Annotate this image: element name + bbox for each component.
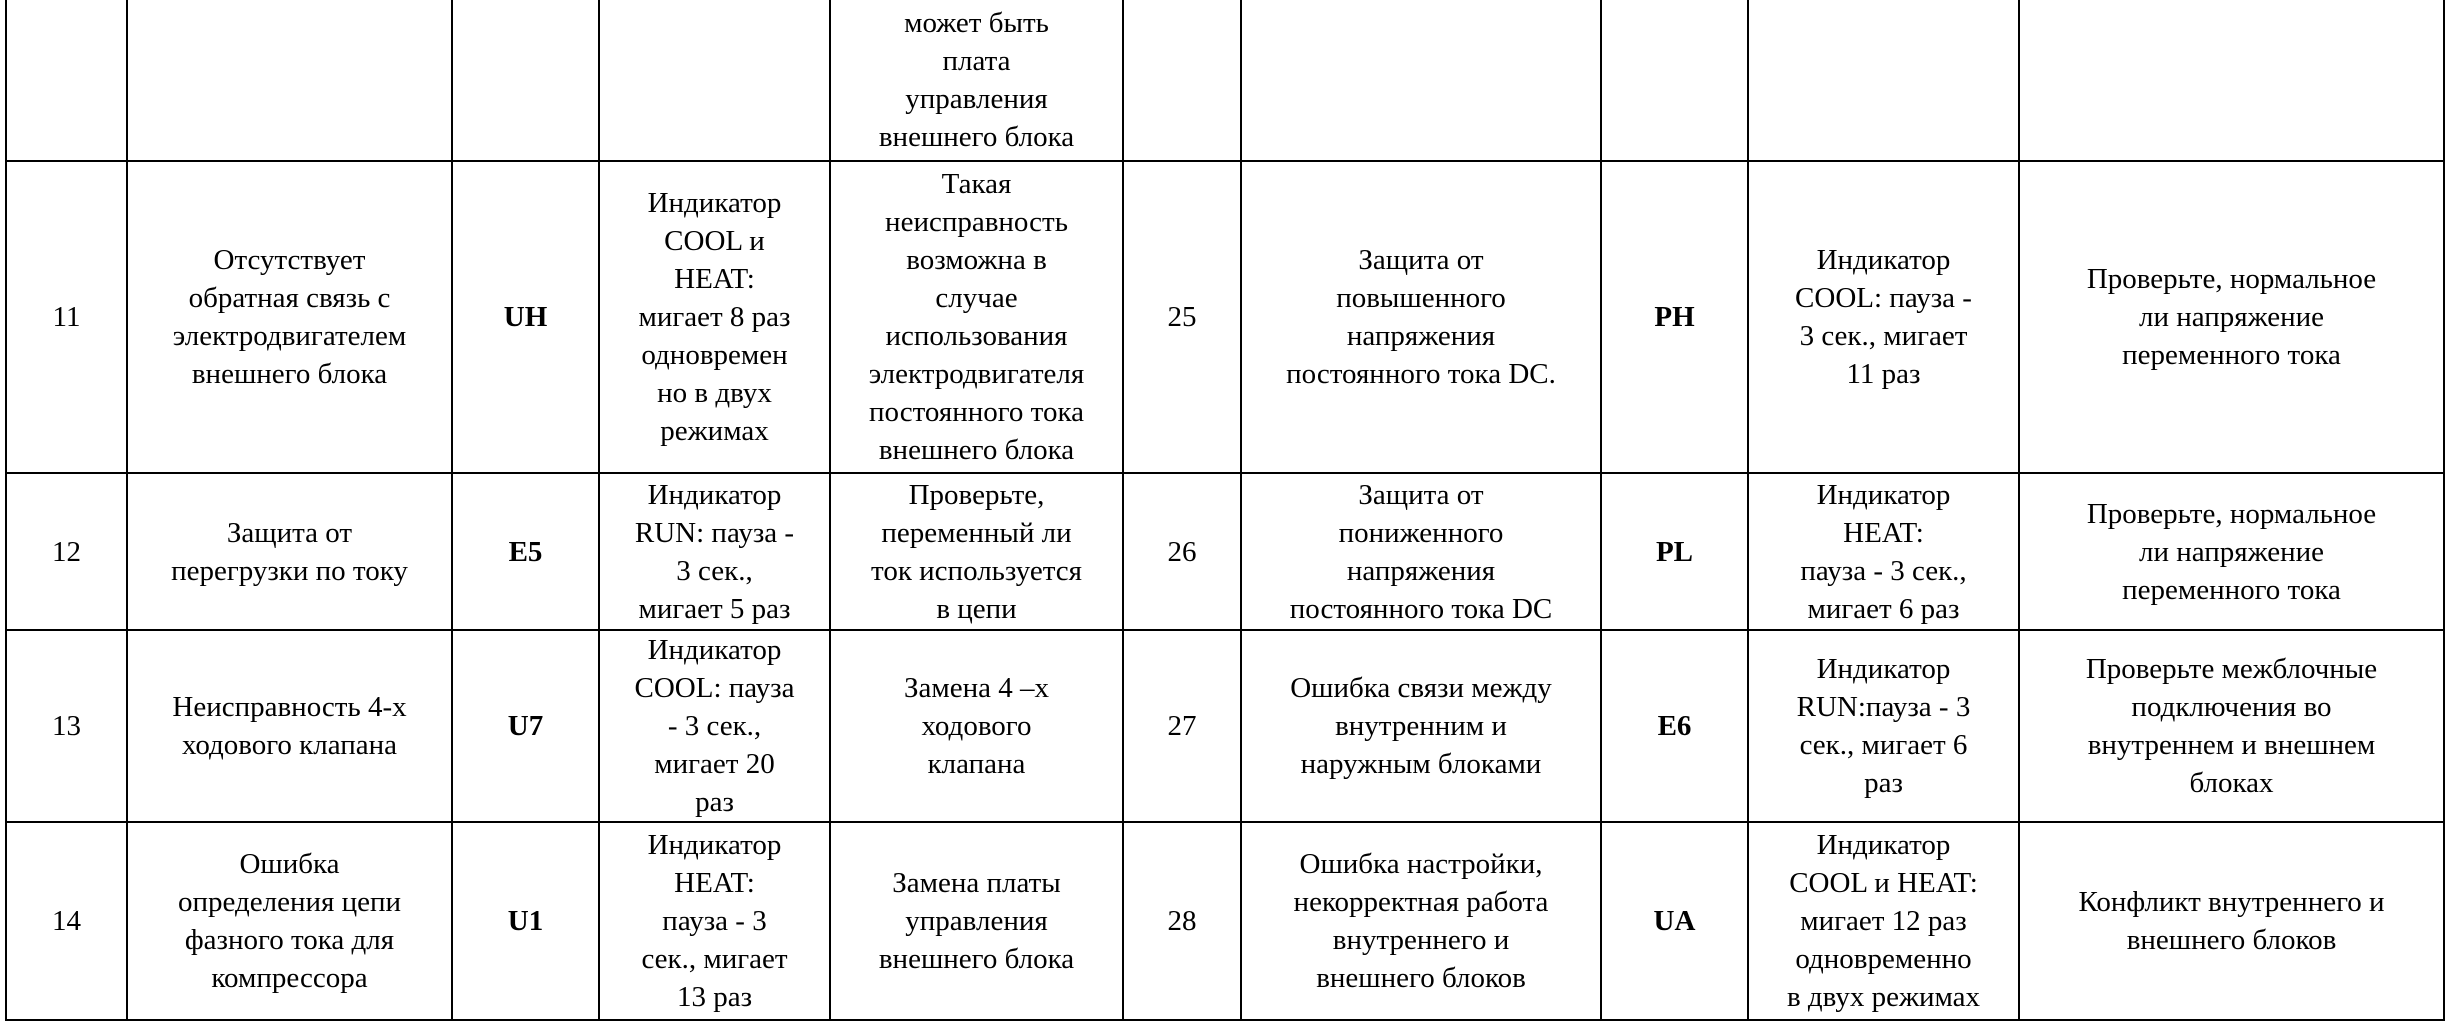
indicator-pattern: Индикатор HEAT: пауза - 3 сек., мигает 13 раз	[599, 822, 830, 1020]
recommended-action-2: Проверьте, нормальное ли напряжение переменного тока	[2019, 473, 2444, 630]
row-number-2: 28	[1123, 822, 1241, 1020]
indicator-pattern	[599, 0, 830, 161]
row-number-2: 27	[1123, 630, 1241, 822]
error-code: U1	[452, 822, 599, 1020]
recommended-action-2: Проверьте межблочные подключения во внутреннем и внешнем блоках	[2019, 630, 2444, 822]
fault-description: Ошибка определения цепи фазного тока для компрессора	[127, 822, 452, 1020]
table-row	[6, 630, 2444, 822]
fault-description	[127, 0, 452, 161]
error-code: U7	[452, 630, 599, 822]
indicator-pattern-2: Индикатор RUN:пауза - 3 сек., мигает 6 раз	[1748, 630, 2019, 822]
row-number: 13	[6, 630, 127, 822]
fault-description: Защита от перегрузки по току	[127, 473, 452, 630]
indicator-pattern-2	[1748, 0, 2019, 161]
fault-description-2: Защита от пониженного напряжения постоянного тока DC	[1241, 473, 1601, 630]
fault-description: Неисправность 4-х ходового клапана	[127, 630, 452, 822]
recommended-action-2: Конфликт внутреннего и внешнего блоков	[2019, 822, 2444, 1020]
indicator-pattern: Индикатор RUN: пауза - 3 сек., мигает 5 раз	[599, 473, 830, 630]
fault-description: Отсутствует обратная связь с электродвигателем внешнего блока	[127, 161, 452, 473]
fault-description-2: Ошибка настройки, некорректная работа внутреннего и внешнего блоков	[1241, 822, 1601, 1020]
row-number	[6, 0, 127, 161]
error-codes-table	[5, 0, 2445, 1021]
error-code-2	[1601, 0, 1748, 161]
recommended-action-2	[2019, 0, 2444, 161]
recommended-action-2: Проверьте, нормальное ли напряжение переменного тока	[2019, 161, 2444, 473]
row-number-2: 25	[1123, 161, 1241, 473]
fault-description-2	[1241, 0, 1601, 161]
indicator-pattern-2: Индикатор HEAT: пауза - 3 сек., мигает 6 раз	[1748, 473, 2019, 630]
indicator-pattern-2: Индикатор COOL и HEAT: мигает 12 раз одновременно в двух режимах	[1748, 822, 2019, 1020]
indicator-pattern: Индикатор COOL и HEAT: мигает 8 раз одновремен но в двух режимах	[599, 161, 830, 473]
recommended-action: Проверьте, переменный ли ток используется в цепи	[830, 473, 1123, 630]
row-number: 12	[6, 473, 127, 630]
row-number: 14	[6, 822, 127, 1020]
error-code-2: E6	[1601, 630, 1748, 822]
table-row	[6, 0, 2444, 161]
table-row	[6, 822, 2444, 1020]
table-row	[6, 161, 2444, 473]
error-code-2: UA	[1601, 822, 1748, 1020]
recommended-action: может быть плата управления внешнего блока	[830, 0, 1123, 161]
row-number-2: 26	[1123, 473, 1241, 630]
table-row	[6, 473, 2444, 630]
row-number-2	[1123, 0, 1241, 161]
error-code-2: PH	[1601, 161, 1748, 473]
row-number: 11	[6, 161, 127, 473]
indicator-pattern: Индикатор COOL: пауза - 3 сек., мигает 20 раз	[599, 630, 830, 822]
recommended-action: Такая неисправность возможна в случае использования электродвигателя постоянного тока внешнего блока	[830, 161, 1123, 473]
recommended-action: Замена платы управления внешнего блока	[830, 822, 1123, 1020]
fault-description-2: Защита от повышенного напряжения постоянного тока DC.	[1241, 161, 1601, 473]
error-code: E5	[452, 473, 599, 630]
fault-description-2: Ошибка связи между внутренним и наружным блоками	[1241, 630, 1601, 822]
error-code: UH	[452, 161, 599, 473]
error-code-2: PL	[1601, 473, 1748, 630]
error-code	[452, 0, 599, 161]
indicator-pattern-2: Индикатор COOL: пауза - 3 сек., мигает 11 раз	[1748, 161, 2019, 473]
recommended-action: Замена 4 –х ходового клапана	[830, 630, 1123, 822]
